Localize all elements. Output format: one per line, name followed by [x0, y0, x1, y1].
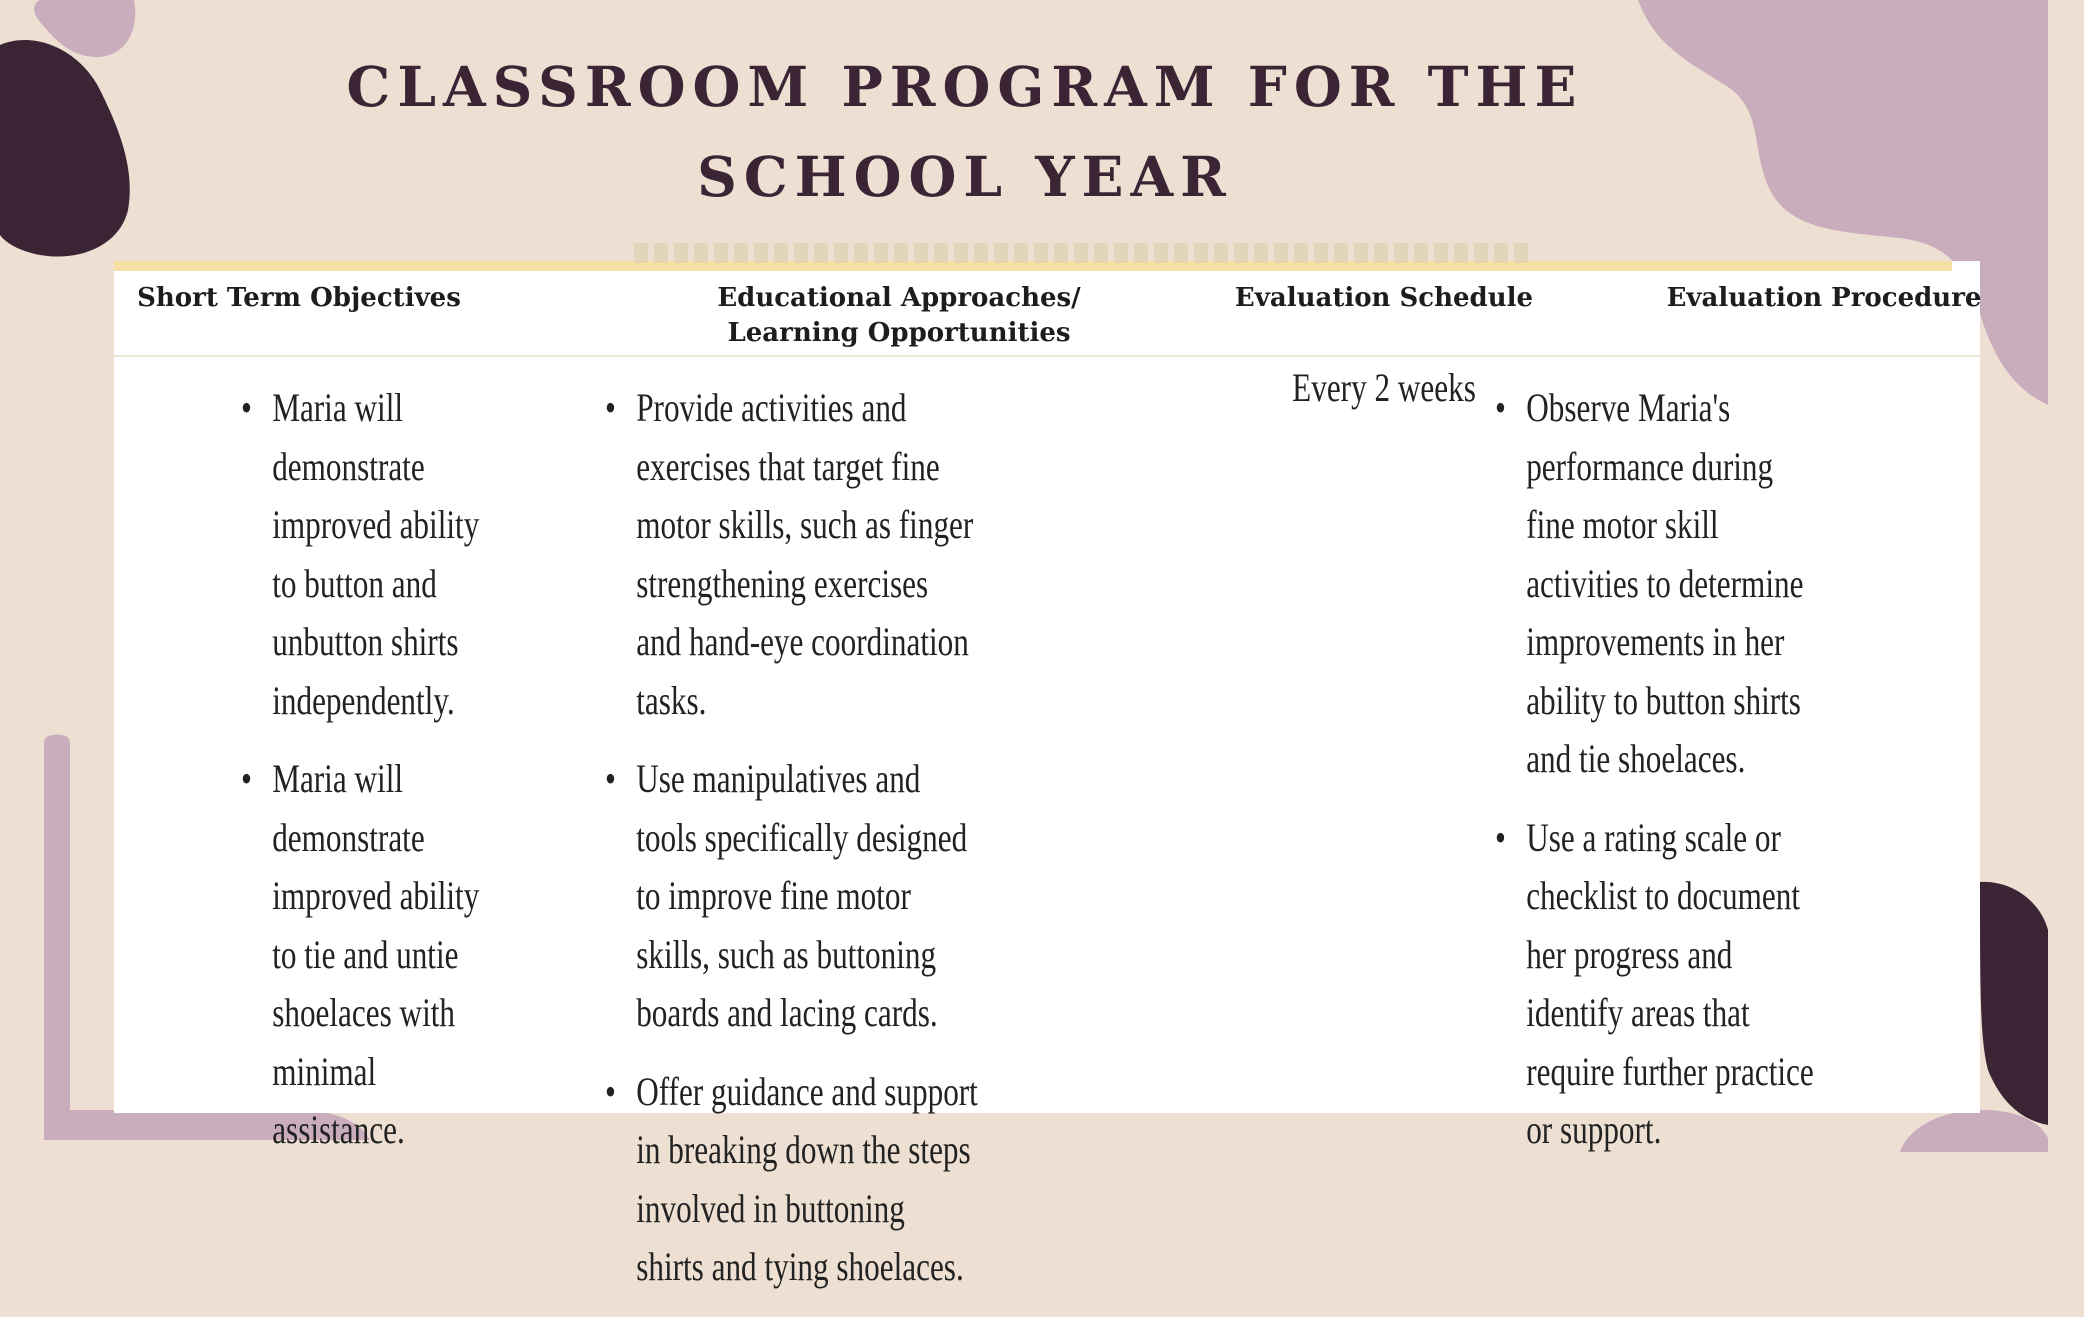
- objectives-column: [241, 379, 506, 1180]
- procedure-item: • Use a rating scale or checklist to document her progress and identify areas that require further practice or support.: [1495, 809, 1815, 1160]
- evaluation-schedule-value: Every 2 weeks: [1292, 365, 1476, 410]
- procedure-list: [1495, 379, 1815, 1160]
- slide-title-line-1: CLASSROOM PROGRAM FOR THE: [346, 54, 1584, 119]
- slide-title: [300, 42, 1630, 222]
- procedure-item: • Observe Maria's performance during fine motor skill activities to determine improvements in her ability to button shirts and tie shoelaces.: [1495, 379, 1815, 789]
- header-evaluation-procedure: Evaluation Procedure: [1666, 283, 1982, 313]
- approach-item: • Offer guidance and support in breaking down the steps involved in buttoning shirts and tying shoelaces.: [605, 1063, 979, 1297]
- slide-title-line-2: SCHOOL YEAR: [697, 144, 1233, 209]
- table-header-row: [114, 271, 1980, 357]
- header-evaluation-schedule: Evaluation Schedule: [1234, 283, 1534, 313]
- table-top-strip: [114, 261, 1952, 271]
- header-educational-approaches: Educational Approaches/ Learning Opportunities: [717, 283, 1081, 348]
- objective-item: • Maria will demonstrate improved ability to button and unbutton shirts independently.: [241, 379, 506, 730]
- approaches-list: [605, 379, 979, 1297]
- program-table: [114, 261, 1982, 1289]
- objective-item: • Maria will demonstrate improved ability to tie and untie shoelaces with minimal assistance.: [241, 750, 506, 1160]
- approaches-column: [605, 379, 979, 1317]
- objectives-list: [241, 379, 506, 1160]
- decorative-blob-top-left-dark: [0, 30, 140, 260]
- procedure-column: [1495, 379, 1815, 1180]
- cropped-caption-remnant: [634, 243, 1534, 263]
- header-short-term-objectives: Short Term Objectives: [137, 283, 461, 313]
- approach-item: • Use manipulatives and tools specifically designed to improve fine motor skills, such as buttoning boards and lacing cards.: [605, 750, 979, 1043]
- approach-item: • Provide activities and exercises that target fine motor skills, such as finger strengthening exercises and hand-eye coordination tasks.: [605, 379, 979, 730]
- decorative-blob-bottom-right-mauve: [1890, 1108, 2048, 1152]
